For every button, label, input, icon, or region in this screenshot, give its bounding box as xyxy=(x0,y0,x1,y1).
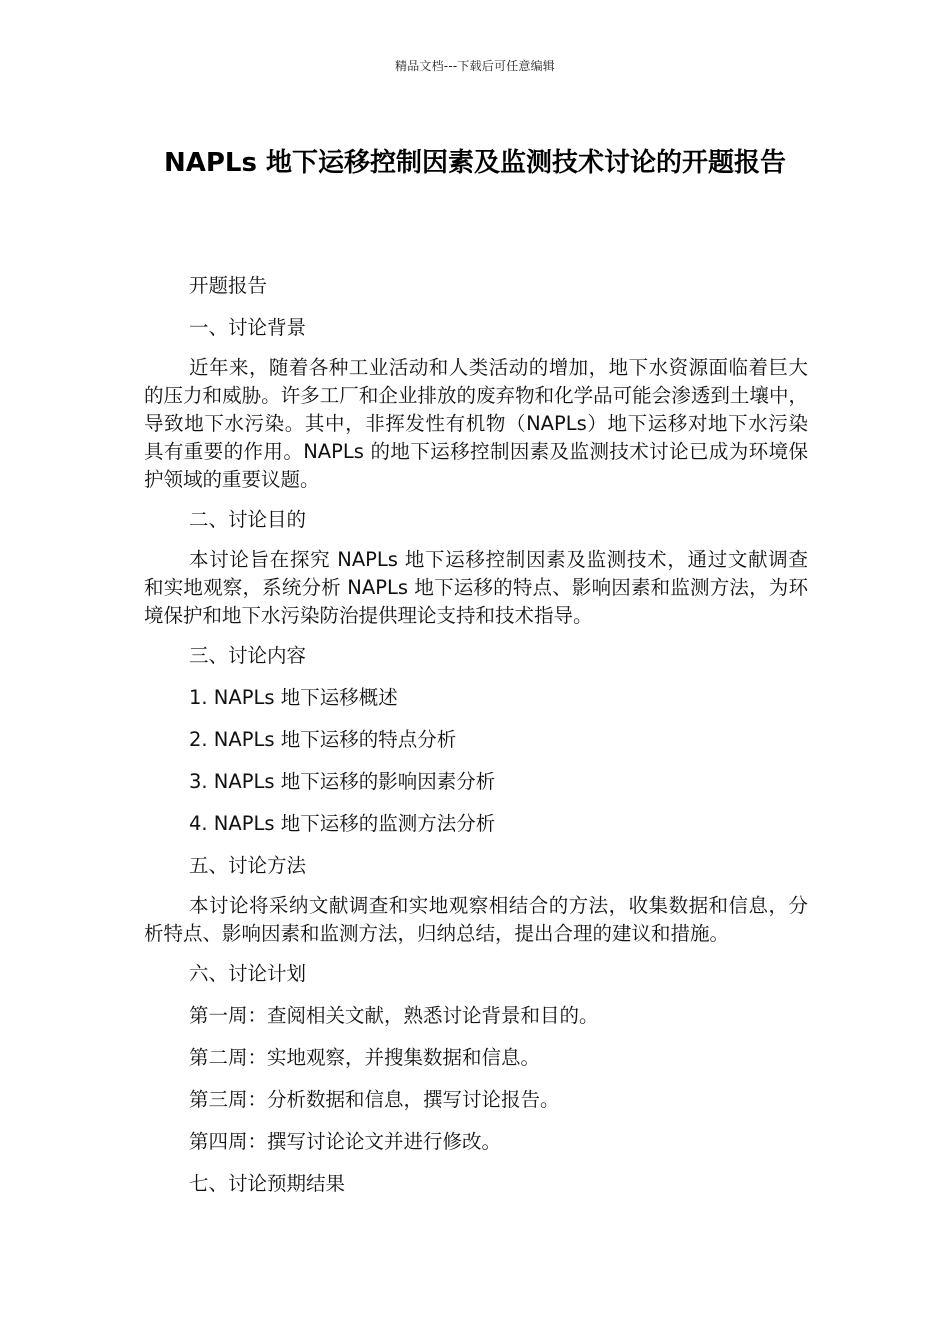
list-item-content-4: 4. NAPLs 地下运移的监测方法分析 xyxy=(189,812,496,835)
document-body xyxy=(144,270,808,1210)
section-heading-plan: 六、讨论计划 xyxy=(189,962,307,985)
list-item-content-1: 1. NAPLs 地下运移概述 xyxy=(189,686,398,709)
list-item-plan-4: 第四周：撰写讨论论文并进行修改。 xyxy=(189,1130,502,1153)
section-heading-method: 五、讨论方法 xyxy=(189,854,307,877)
section-report-label: 开题报告 xyxy=(189,274,268,297)
list-item-plan-1: 第一周：查阅相关文献，熟悉讨论背景和目的。 xyxy=(189,1004,599,1027)
document-title: NAPLs 地下运移控制因素及监测技术讨论的开题报告 xyxy=(163,148,787,178)
section-heading-content: 三、讨论内容 xyxy=(189,644,307,667)
section-heading-expected-results: 七、讨论预期结果 xyxy=(189,1172,346,1195)
list-item-plan-2: 第二周：实地观察，并搜集数据和信息。 xyxy=(189,1046,541,1069)
section-heading-background: 一、讨论背景 xyxy=(189,316,307,339)
paragraph-method: 本讨论将采纳文献调查和实地观察相结合的方法，收集数据和信息，分析特点、影响因素和监测方法，归纳总结，提出合理的建议和措施。 xyxy=(144,894,808,945)
list-item-content-2: 2. NAPLs 地下运移的特点分析 xyxy=(189,728,457,751)
list-item-plan-3: 第三周：分析数据和信息，撰写讨论报告。 xyxy=(189,1088,560,1111)
paragraph-background: 近年来，随着各种工业活动和人类活动的增加，地下水资源面临着巨大的压力和威胁。许多工厂和企业排放的废弃物和化学品可能会渗透到土壤中，导致地下水污染。其中，非挥发性有机物（NAPLs）地下运移对地下水污染具有重要的作用。NAPLs 的地下运移控制因素及监测技术讨论已成为环境保护领域的重要议题。 xyxy=(144,356,808,491)
paragraph-purpose: 本讨论旨在探究 NAPLs 地下运移控制因素及监测技术，通过文献调查和实地观察，系统分析 NAPLs 地下运移的特点、影响因素和监测方法，为环境保护和地下水污染防治提供理论支持和技术指导。 xyxy=(144,548,808,627)
header-note: 精品文档---下载后可任意编辑 xyxy=(395,59,555,73)
list-item-content-3: 3. NAPLs 地下运移的影响因素分析 xyxy=(189,770,496,793)
section-heading-purpose: 二、讨论目的 xyxy=(189,508,307,531)
